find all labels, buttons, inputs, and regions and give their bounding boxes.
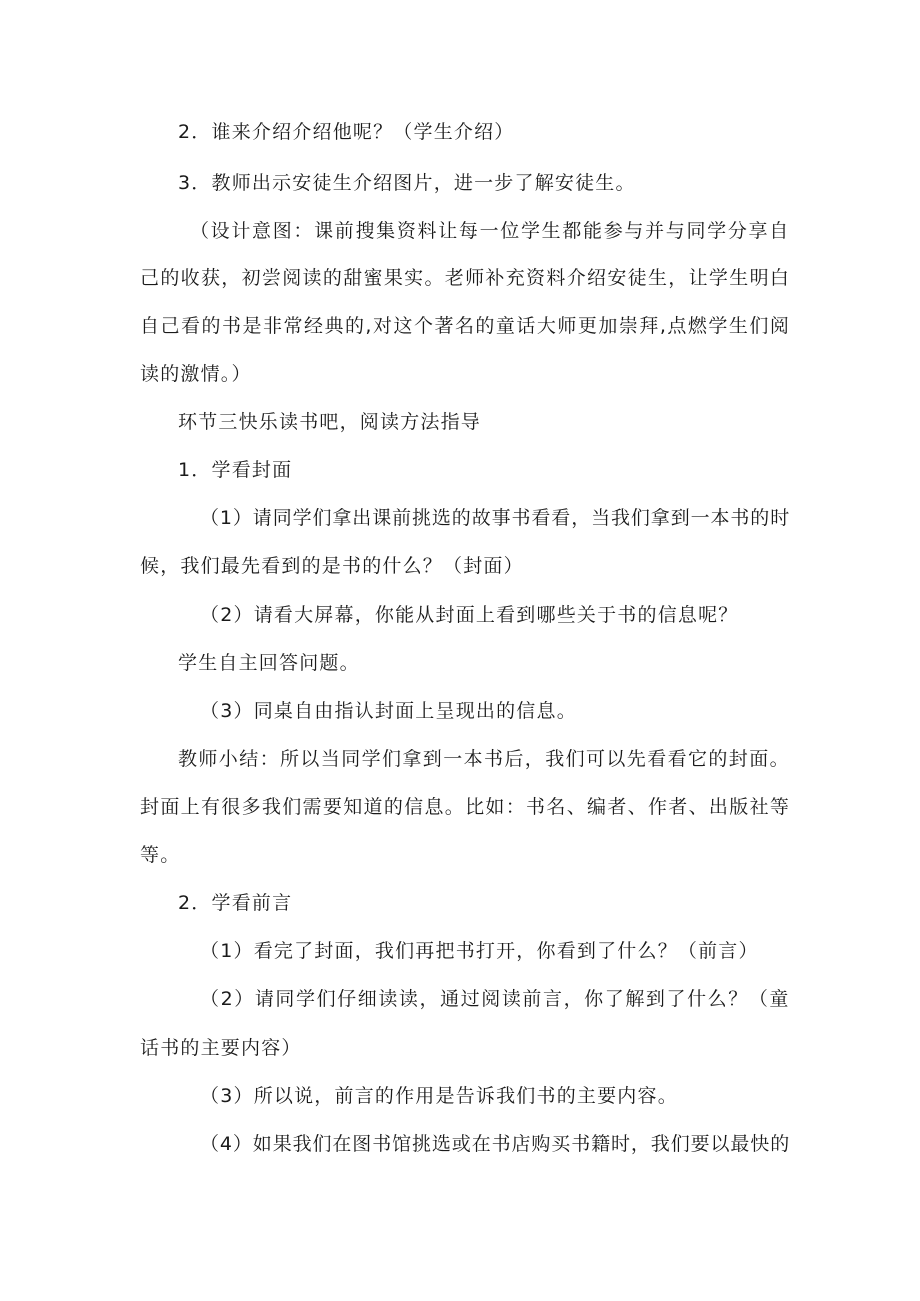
section-heading: 环节三快乐读书吧，阅读方法指导 <box>178 411 482 433</box>
paragraph-line: （4）如果我们在图书馆挑选或在书店购买书籍时，我们要以最快的 <box>200 1133 791 1155</box>
paragraph-line: 3．教师出示安徒生介绍图片，进一步了解安徒生。 <box>178 172 636 194</box>
paragraph-line: 学生自主回答问题。 <box>178 652 360 674</box>
paragraph-line: 等。 <box>140 844 181 866</box>
paragraph-line: 教师小结：所以当同学们拿到一本书后，我们可以先看看它的封面。 <box>178 748 791 770</box>
paragraph-line: 己的收获，初尝阅读的甜蜜果实。老师补充资料介绍安徒生，让学生明白 <box>140 267 791 289</box>
paragraph-line: 自己看的书是非常经典的,对这个著名的童话大师更加崇拜,点燃学生们阅 <box>140 315 791 337</box>
paragraph-line: 2．谁来介绍介绍他呢？（学生介绍） <box>178 121 515 143</box>
subsection-heading: 1．学看封面 <box>178 459 293 481</box>
paragraph-line: 候，我们最先看到的是书的什么？（封面） <box>140 555 524 577</box>
paragraph-line: 封面上有很多我们需要知道的信息。比如：书名、编者、作者、出版社等 <box>140 796 791 818</box>
paragraph-line: （2）请看大屏幕，你能从封面上看到哪些关于书的信息呢？ <box>200 604 739 626</box>
paragraph-line: 读的激情。） <box>140 363 252 385</box>
paragraph-line: （3）所以说，前言的作用是告诉我们书的主要内容。 <box>200 1085 678 1107</box>
paragraph-line: （3）同桌自由指认封面上呈现出的信息。 <box>200 700 577 722</box>
paragraph-line: 话书的主要内容） <box>140 1037 302 1059</box>
subsection-heading: 2．学看前言 <box>178 892 293 914</box>
paragraph-line: （设计意图：课前搜集资料让每一位学生都能参与并与同学分享自 <box>190 220 790 242</box>
paragraph-line: （1）看完了封面，我们再把书打开，你看到了什么？（前言） <box>200 940 759 962</box>
paragraph-line: （2）请同学们仔细读读，通过阅读前言，你了解到了什么？（童 <box>200 988 790 1010</box>
paragraph-line: （1）请同学们拿出课前挑选的故事书看看，当我们拿到一本书的时 <box>200 507 791 529</box>
